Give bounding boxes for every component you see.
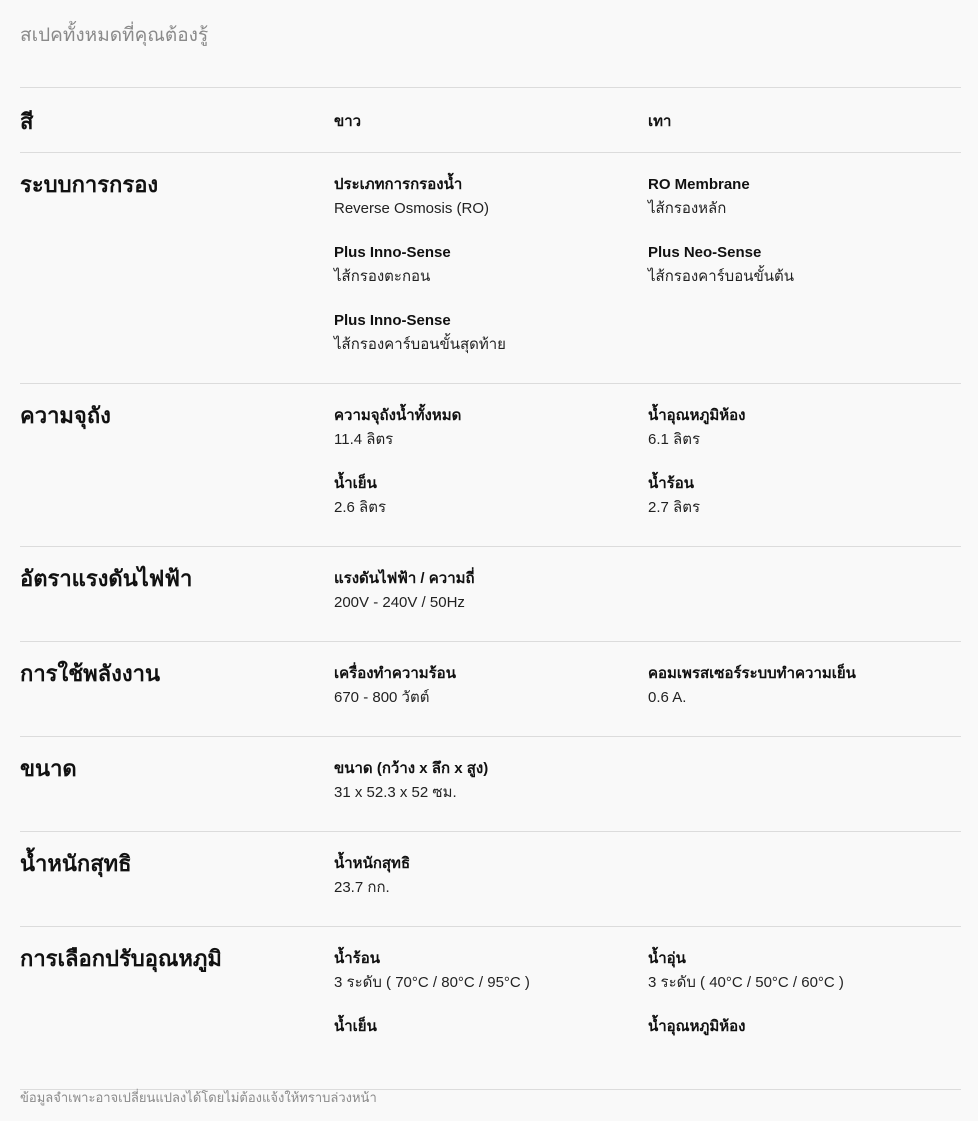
spec-item-value: 2.7 ลิตร — [648, 499, 701, 516]
spec-item — [648, 241, 961, 309]
spec-item-title: น้ำอุณหภูมิห้อง — [648, 407, 746, 424]
spec-item-value: ไส้กรองคาร์บอนขั้นสุดท้าย — [334, 336, 506, 353]
spec-item — [648, 404, 961, 472]
spec-row — [20, 737, 961, 832]
spec-item-value: ไส้กรองหลัก — [648, 200, 727, 217]
spec-label: สี — [20, 109, 34, 134]
spec-item — [334, 404, 648, 472]
spec-item-value: 31 x 52.3 x 52 ซม. — [334, 784, 457, 801]
spec-label: ระบบการกรอง — [20, 172, 159, 197]
spec-item-title: น้ำร้อน — [334, 950, 380, 967]
spec-item — [334, 567, 648, 635]
spec-item — [648, 662, 961, 730]
spec-cells — [334, 642, 961, 736]
spec-item — [334, 472, 648, 540]
spec-row — [20, 832, 961, 927]
spec-cells — [334, 737, 961, 831]
spec-item — [648, 472, 961, 540]
spec-cells — [334, 384, 961, 546]
spec-item — [334, 1015, 648, 1083]
spec-label: อัตราแรงดันไฟฟ้า — [20, 566, 193, 591]
spec-item-value: Reverse Osmosis (RO) — [334, 200, 490, 217]
spec-item-value: 3 ระดับ ( 40°C / 50°C / 60°C ) — [648, 974, 844, 991]
spec-cells — [334, 153, 961, 383]
spec-label: ความจุถัง — [20, 403, 111, 428]
spec-item-value: 670 - 800 วัตต์ — [334, 689, 430, 706]
spec-item-title: น้ำอุ่น — [648, 950, 686, 967]
spec-row — [20, 384, 961, 547]
spec-cells — [334, 547, 961, 641]
spec-item-value: 0.6 A. — [648, 689, 687, 706]
spec-item — [334, 173, 648, 241]
color-option-label: ขาว — [334, 113, 362, 130]
spec-item-title: น้ำร้อน — [648, 475, 694, 492]
spec-item — [648, 173, 961, 241]
spec-row — [20, 927, 961, 1090]
spec-item-value: 2.6 ลิตร — [334, 499, 387, 516]
page-title: สเปคทั้งหมดที่คุณต้องรู้ — [20, 25, 209, 46]
spec-item-title: เครื่องทำความร้อน — [334, 665, 456, 682]
spec-cells — [334, 88, 961, 152]
spec-row-color — [20, 88, 961, 153]
spec-item-value: 11.4 ลิตร — [334, 431, 394, 448]
color-option — [334, 110, 648, 134]
spec-item — [334, 757, 648, 825]
color-option-label: เทา — [648, 113, 672, 130]
spec-item — [334, 852, 648, 920]
spec-label: ขนาด — [20, 756, 77, 781]
spec-item-title: Plus Inno-Sense — [334, 244, 451, 261]
spec-item-title: น้ำเย็น — [334, 1018, 377, 1035]
spec-row — [20, 642, 961, 737]
spec-item-title: Plus Neo-Sense — [648, 244, 762, 261]
spec-item — [334, 309, 648, 377]
color-option — [648, 110, 961, 134]
spec-item-title: ความจุถังน้ำทั้งหมด — [334, 407, 462, 424]
spec-cells — [334, 927, 961, 1089]
spec-label: น้ำหนักสุทธิ — [20, 851, 132, 876]
spec-row — [20, 153, 961, 384]
spec-label: การใช้พลังงาน — [20, 661, 161, 686]
spec-item-title: แรงดันไฟฟ้า / ความถี่ — [334, 570, 475, 587]
spec-item-title: น้ำอุณหภูมิห้อง — [648, 1018, 746, 1035]
spec-item-value: 3 ระดับ ( 70°C / 80°C / 95°C ) — [334, 974, 530, 991]
spec-item — [334, 241, 648, 309]
spec-item-title: ขนาด (กว้าง x ลึก x สูง) — [334, 760, 489, 777]
spec-list — [20, 87, 961, 1090]
spec-item-title: RO Membrane — [648, 176, 750, 193]
spec-row — [20, 547, 961, 642]
spec-item-value: 23.7 กก. — [334, 879, 390, 896]
spec-item-title: น้ำเย็น — [334, 475, 377, 492]
spec-item-value: ไส้กรองตะกอน — [334, 268, 431, 285]
footnote: ข้อมูลจำเพาะอาจเปลี่ยนแปลงได้โดยไม่ต้องแจ้งให้ทราบล่วงหน้า — [20, 1090, 377, 1105]
spec-item-title: ประเภทการกรองน้ำ — [334, 176, 463, 193]
spec-item — [648, 947, 961, 1015]
spec-item — [334, 662, 648, 730]
spec-label: การเลือกปรับอุณหภูมิ — [20, 946, 222, 971]
spec-item-title: คอมเพรสเซอร์ระบบทำความเย็น — [648, 665, 856, 682]
spec-item-value: 200V - 240V / 50Hz — [334, 594, 465, 611]
spec-item-title: Plus Inno-Sense — [334, 312, 451, 329]
spec-item-title: น้ำหนักสุทธิ — [334, 855, 411, 872]
spec-cells — [334, 832, 961, 926]
spec-item — [334, 947, 648, 1015]
spec-item-value: ไส้กรองคาร์บอนขั้นต้น — [648, 268, 794, 285]
spec-item — [648, 1015, 961, 1083]
spec-item-value: 6.1 ลิตร — [648, 431, 701, 448]
